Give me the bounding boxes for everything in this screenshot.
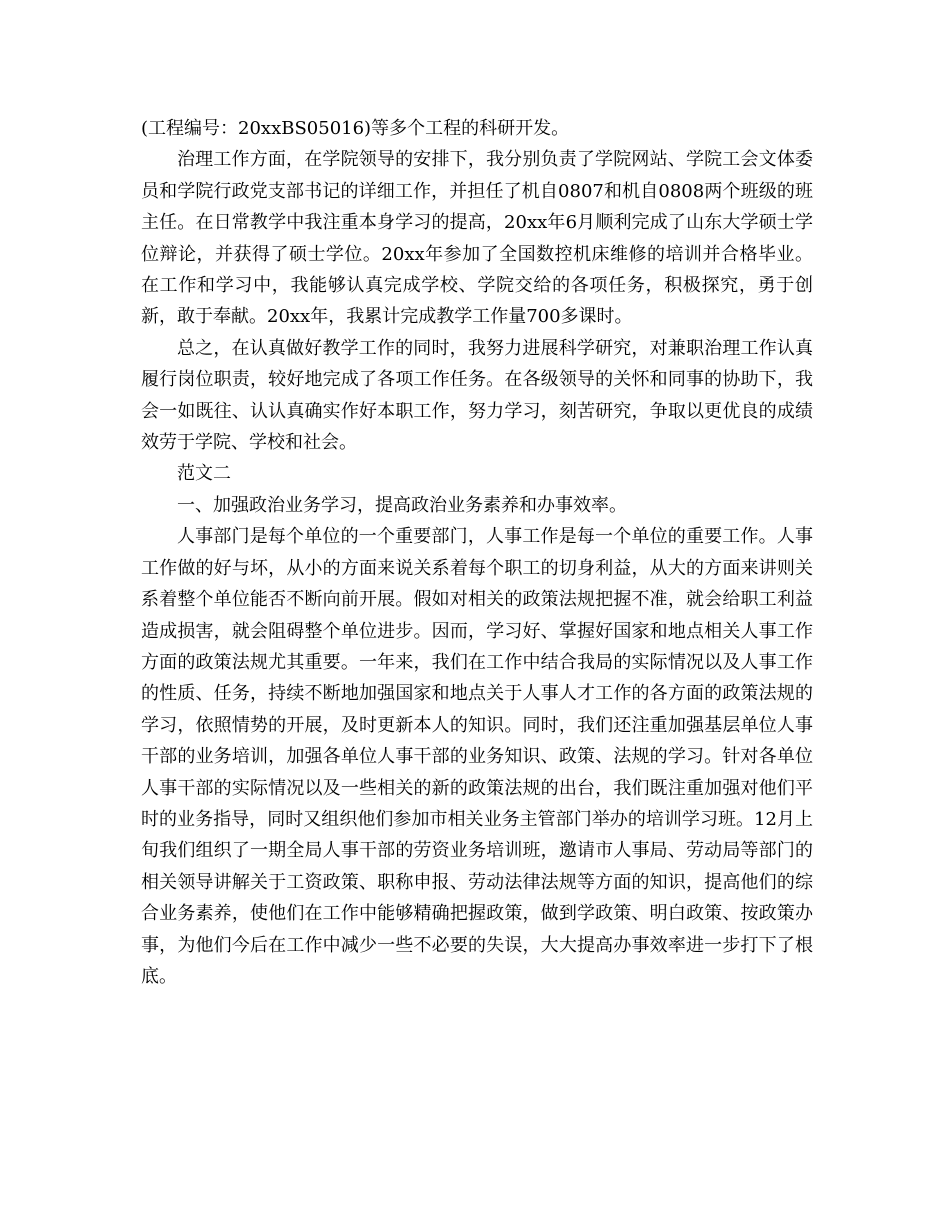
document-page	[141, 113, 813, 992]
section-heading-sample-two: 范文二	[177, 463, 231, 485]
subheading-political-study: 一、加强政治业务学习，提高政治业务素养和办事效率。	[177, 494, 627, 516]
paragraph-personnel-work: 人事部门是每个单位的一个重要部门，人事工作是每一个单位的重要工作。人事工作做的好与坏，从小的方面来说关系着每个职工的切身利益，从大的方面来讲则关系着整个单位能否不断向前开展。假如对相关的政策法规把握不准，就会给职工利益造成损害，就会阻碍整个单位进步。因而，学习好、掌握好国家和地点相关人事工作方面的政策法规尤其重要。一年来，我们在工作中结合我局的实际情况以及人事工作的性质、任务，持续不断地加强国家和地点关于人事人才工作的各方面的政策法规的学习，依照情势的开展，及时更新本人的知识。同时，我们还注重加强基层单位人事干部的业务培训，加强各单位人事干部的业务知识、政策、法规的学习。针对各单位人事干部的实际情况以及一些相关的新的政策法规的出台，我们既注重加强对他们平时的业务指导，同时又组织他们参加市相关业务主管部门举办的培训学习班。12月上旬我们组织了一期全局人事干部的劳资业务培训班，邀请市人事局、劳动局等部门的相关领导讲解关于工资政策、职称申报、劳动法律法规等方面的知识，提高他们的综合业务素养，使他们在工作中能够精确把握政策，做到学政策、明白政策、按政策办事，为他们今后在工作中减少一些不必要的失误，大大提高办事效率进一步打下了根底。	[141, 526, 813, 987]
paragraph-project-number: (工程编号：20xxBS05016)等多个工程的科研开发。	[141, 118, 570, 139]
paragraph-summary: 总之，在认真做好教学工作的同时，我努力进展科学研究，对兼职治理工作认真履行岗位职责，较好地完成了各项工作任务。在各级领导的关怀和同事的协助下，我会一如既往、认认真确实作好本职工作，努力学习，刻苦研究，争取以更优良的成绩效劳于学院、学校和社会。	[141, 337, 813, 454]
paragraph-management-work: 治理工作方面，在学院领导的安排下，我分别负责了学院网站、学院工会文体委员和学院行政党支部书记的详细工作，并担任了机自0807和机自0808两个班级的班主任。在日常教学中我注重本身学习的提高，20xx年6月顺利完成了山东大学硕士学位辩论，并获得了硕士学位。20xx年参加了全国数控机床维修的培训并合格毕业。在工作和学习中，我能够认真完成学校、学院交给的各项任务，积极探究，勇于创新，敢于奉献。20xx年，我累计完成教学工作量700多课时。	[141, 149, 813, 328]
